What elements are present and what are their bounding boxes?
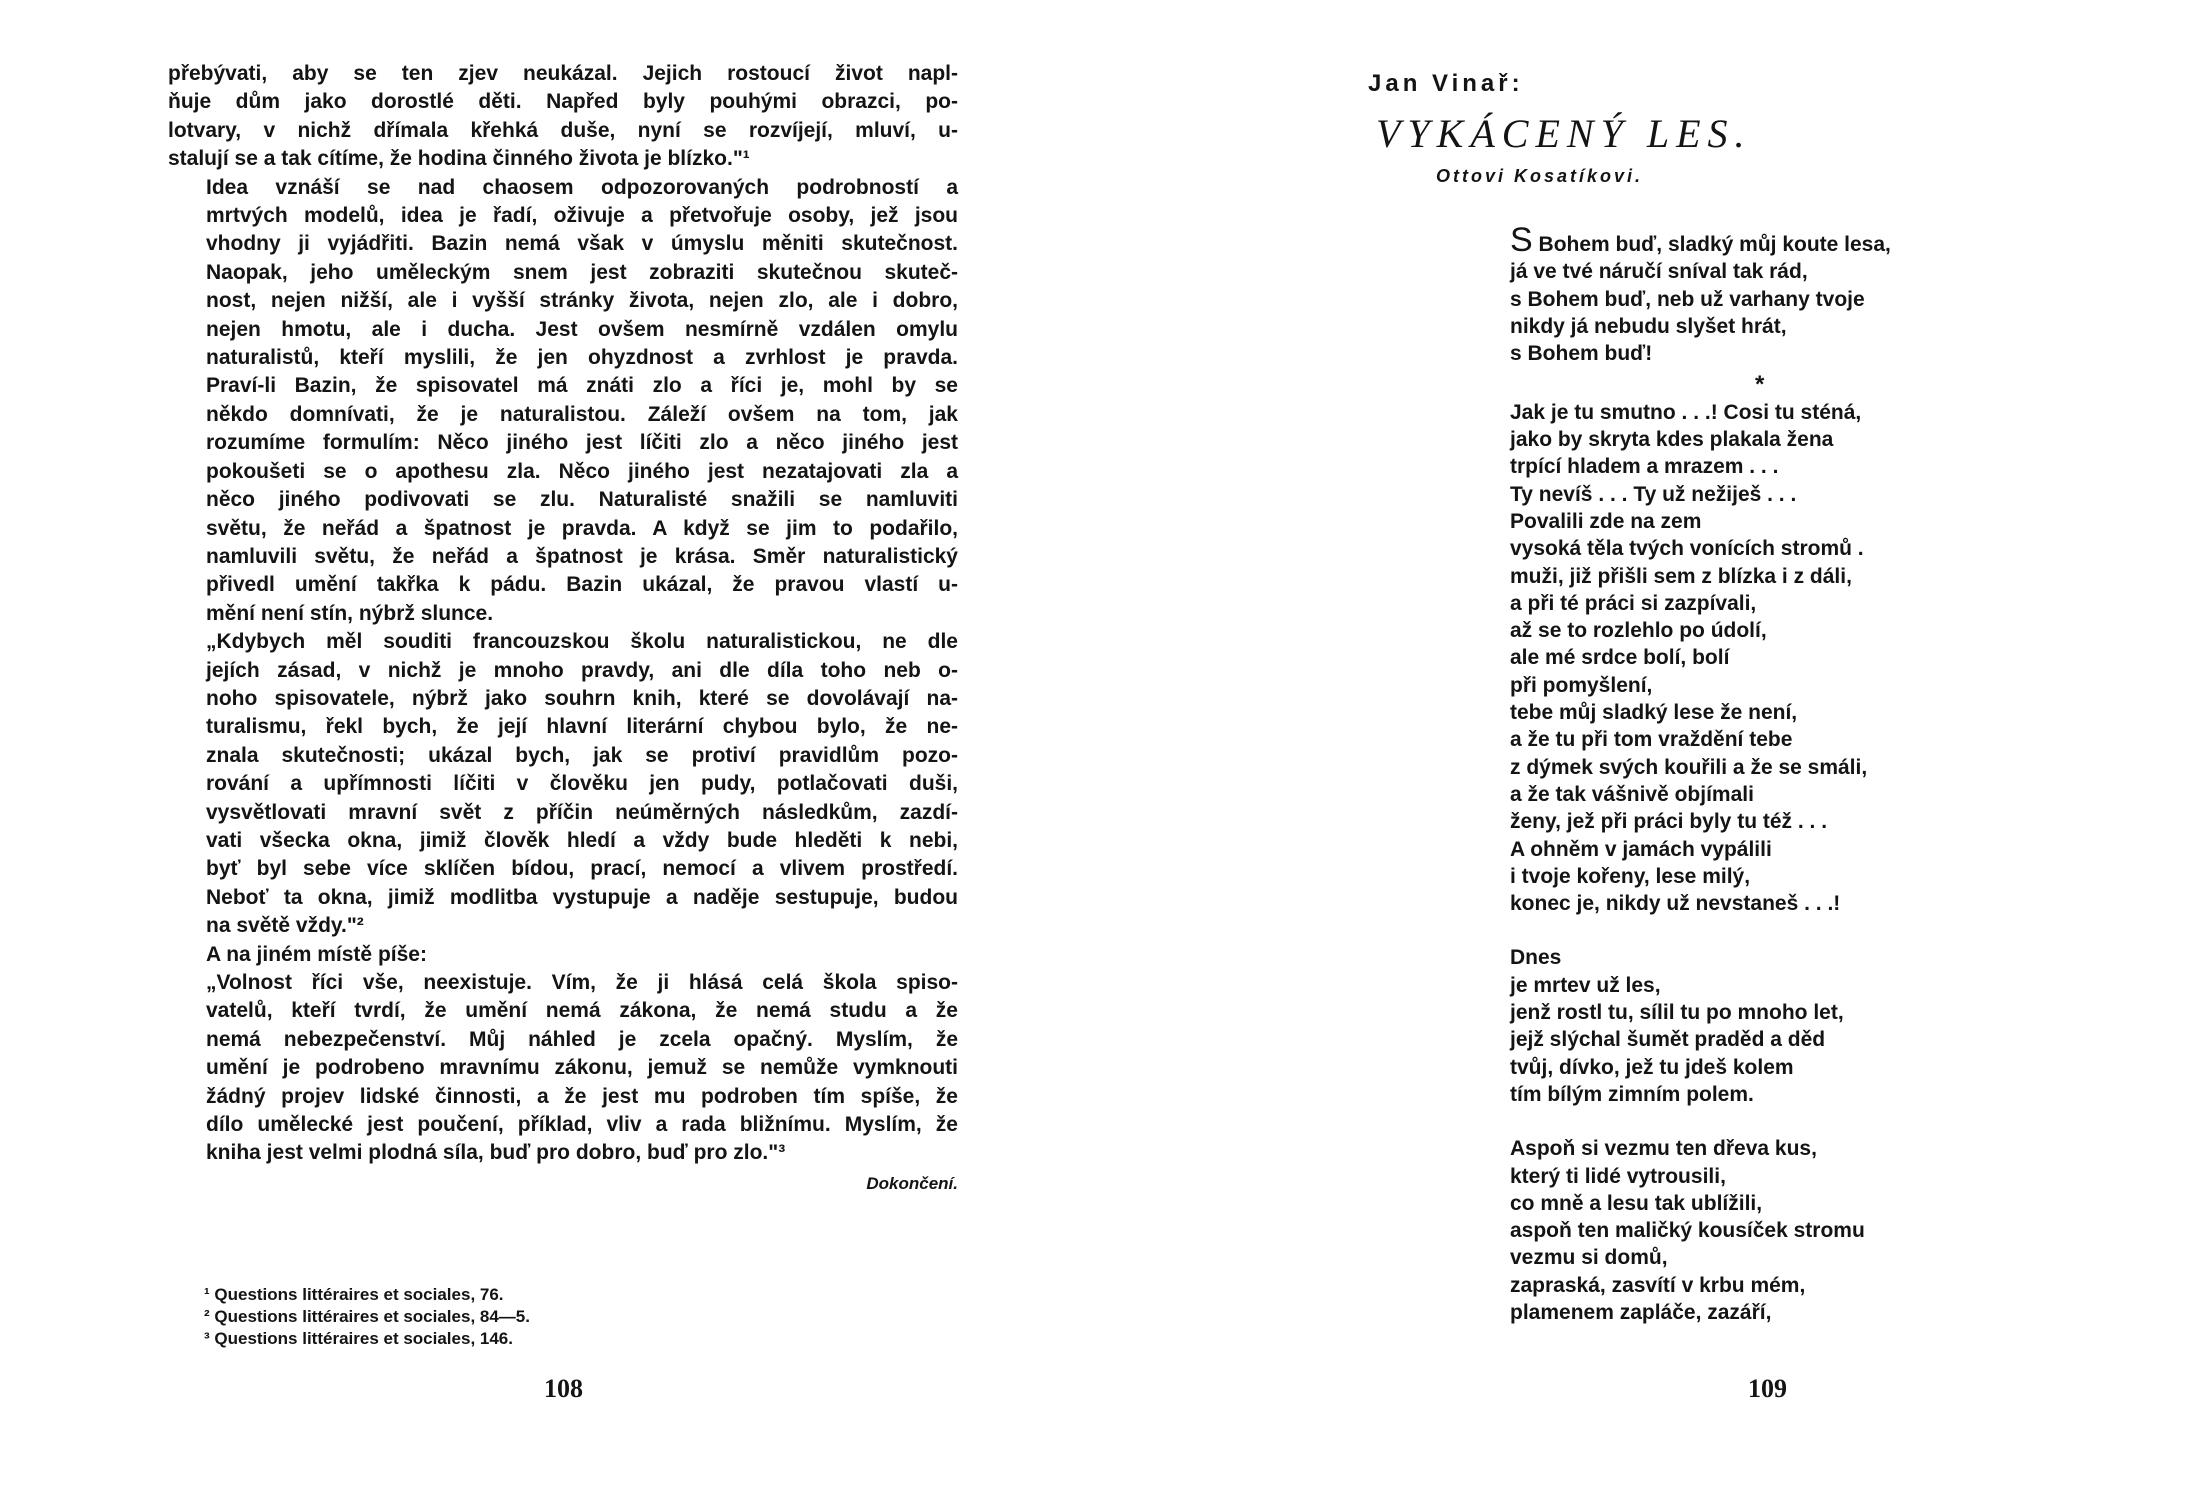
text-line: Neboť ta okna, jimiž modlitba vystupuje a naděje sestupuje, budou bbox=[206, 885, 958, 909]
poem-line: a že tak vášnivě objímali bbox=[1510, 782, 1754, 806]
text-line: světu, že neřád a špatnost je pravda. A když se jim to podařilo, bbox=[206, 516, 958, 540]
text-line: „Kdybych měl souditi francouzskou školu naturalistickou, ne dle bbox=[206, 630, 958, 654]
text-line: vatelů, kteří tvrdí, že umění nemá zákona, že nemá studu a že bbox=[206, 999, 958, 1023]
footnote: ² Questions littéraires et sociales, 84—5. bbox=[204, 1307, 530, 1326]
right-page bbox=[1106, 0, 2212, 1500]
paragraph bbox=[168, 174, 958, 629]
poem-line: konec je, nikdy už nevstaneš . . .! bbox=[1510, 892, 1841, 916]
poem-line: jako by skryta kdes plakala žena bbox=[1510, 428, 1834, 452]
poem-body bbox=[1510, 221, 1891, 1326]
poem-line: až se to rozlehlo po údolí, bbox=[1510, 619, 1767, 643]
text-line: Naopak, jeho uměleckým snem jest zobraziti skutečnou skuteč- bbox=[206, 260, 958, 284]
poem-line: Dnes bbox=[1510, 946, 1562, 970]
text-line: turalismu, řekl bych, že její hlavní literární chybou bylo, že ne- bbox=[206, 715, 958, 739]
poem-line: tvůj, dívko, jež tu jdeš kolem bbox=[1510, 1055, 1794, 1079]
poem-line: muži, již přišli sem z blízka i z dáli, bbox=[1510, 564, 1852, 588]
poem-line: zapraská, zasvítí v krbu mém, bbox=[1510, 1273, 1806, 1297]
stanza-gap bbox=[1510, 1108, 1891, 1135]
text-line: vysvětlovati mravní svět z příčin neúměrných následkům, zazdí- bbox=[206, 800, 958, 824]
poem-line: vysoká těla tvých vonících stromů . bbox=[1510, 537, 1864, 561]
text-line: dílo umělecké jest poučení, příklad, vliv a rada bližnímu. Myslím, že bbox=[206, 1113, 958, 1137]
text-line: mrtvých modelů, idea je řadí, oživuje a přetvořuje osoby, jež jsou bbox=[206, 204, 958, 228]
footnote: ³ Questions littéraires et sociales, 146. bbox=[204, 1329, 513, 1348]
poem-author: Jan Vinař: bbox=[1368, 70, 1524, 97]
text-line: vhodny ji vyjádřiti. Bazin nemá však v úmyslu měniti skutečnost. bbox=[206, 232, 958, 256]
text-line: byť byl sebe více sklíčen bídou, prací, nemocí a vlivem prostředí. bbox=[206, 857, 958, 881]
text-line: na světě vždy."² bbox=[206, 914, 364, 938]
poem-line: který ti lidé vytrousili, bbox=[1510, 1164, 1726, 1188]
text-line: nost, nejen nižší, ale i vyšší stránky života, nejen zlo, ale i dobro, bbox=[206, 289, 958, 313]
article-signature: Dokončení. bbox=[866, 1173, 958, 1193]
poem-line: jenž rostl tu, sílil tu po mnoho let, bbox=[1510, 1001, 1844, 1025]
poem-line: co mně a lesu tak ublížili, bbox=[1510, 1191, 1763, 1215]
poem-line: ale mé srdce bolí, bolí bbox=[1510, 646, 1730, 670]
text-line: jejích zásad, v nichž je mnoho pravdy, ani dle díla toho neb o- bbox=[206, 658, 958, 682]
poem-line: Jak je tu smutno . . .! Cosi tu sténá, bbox=[1510, 400, 1862, 424]
text-line: A na jiném místě píše: bbox=[206, 942, 427, 966]
text-line: noho spisovatele, nýbrž jako souhrn knih, které se dovolávají na- bbox=[206, 686, 958, 710]
text-line: vati všecka okna, jimiž člověk hledí a vždy bude hleděti k nebi, bbox=[206, 828, 958, 852]
text-line: mění není stín, nýbrž slunce. bbox=[206, 601, 494, 625]
poem-line: vezmu si domů, bbox=[1510, 1246, 1668, 1270]
text-line: přebývati, aby se ten zjev neukázal. Jejich rostoucí život napl- bbox=[168, 62, 958, 85]
poem-line: tebe můj sladký lese že není, bbox=[1510, 701, 1798, 725]
poem-line: jejž slýchal šumět praděd a děd bbox=[1510, 1028, 1826, 1052]
poem-line: s Bohem buď! bbox=[1510, 342, 1653, 366]
poem-line: aspoň ten maličký kousíček stromu bbox=[1510, 1219, 1865, 1243]
poem-line: a že tu při tom vraždění tebe bbox=[1510, 728, 1793, 752]
paragraph bbox=[168, 969, 958, 1168]
poem-line: trpící hladem a mrazem . . . bbox=[1510, 455, 1779, 479]
text-line: naturalistů, kteří myslili, že jen ohyzdnost a zvrhlost je pravda. bbox=[206, 346, 958, 370]
poem-line: a při té práci si zazpívali, bbox=[1510, 591, 1757, 615]
text-line: namluvili světu, že neřád a špatnost je krása. Směr naturalistický bbox=[206, 544, 958, 568]
text-line: Idea vznáší se nad chaosem odpozorovaných podrobností a bbox=[206, 175, 958, 199]
text-line: přivedl umění takřka k pádu. Bazin ukázal, že pravou vlastí u- bbox=[206, 573, 958, 597]
text-line: pokoušeti se o apothesu zla. Něco jiného jest nezatajovati zla a bbox=[206, 459, 958, 483]
stanza-separator: * bbox=[1755, 371, 1765, 399]
paragraph bbox=[168, 60, 958, 174]
text-line: někdo domnívati, že je naturalistou. Záleží ovšem na tom, jak bbox=[206, 402, 958, 426]
text-line: něco jiného podivovati se zlu. Naturalisté snažili se namluviti bbox=[206, 488, 958, 512]
text-line: umění je podrobeno mravnímu zákonu, jemuž se nemůže vymknouti bbox=[206, 1056, 958, 1080]
footnote: ¹ Questions littéraires et sociales, 76. bbox=[204, 1285, 504, 1304]
text-line: nemá nebezpečenství. Můj náhled je zcela opačný. Myslím, že bbox=[206, 1027, 958, 1051]
poem-line: při pomyšlení, bbox=[1510, 673, 1653, 697]
poem-line: Povalili zde na zem bbox=[1510, 509, 1702, 533]
text-line: ňuje dům jako dorostlé děti. Napřed byly pouhými obrazci, po- bbox=[168, 90, 958, 114]
text-line: „Volnost říci vše, neexistuje. Vím, že ji hlásá celá škola spiso- bbox=[206, 971, 958, 994]
text-line: kniha jest velmi plodná síla, buď pro dobro, buď pro zlo."³ bbox=[206, 1141, 786, 1165]
text-line: rování a upřímnosti líčiti v člověku jen pudy, potlačovati duši, bbox=[206, 772, 958, 796]
poem-line: ženy, jež při práci byly tu též . . . bbox=[1510, 810, 1828, 834]
text-line: Praví-li Bazin, že spisovatel má znáti zlo a říci je, mohl by se bbox=[206, 374, 958, 398]
text-line: znala skutečnosti; ukázal bych, jak se protiví pravidlům pozo- bbox=[206, 743, 958, 767]
poem-dedication: Ottovi Kosatíkovi. bbox=[1436, 166, 1644, 186]
footnotes bbox=[204, 1284, 530, 1350]
page-number-left: 108 bbox=[544, 1374, 583, 1403]
poem-title: VYKÁCENÝ LES. bbox=[1376, 111, 1752, 156]
poem-line: je mrtev už les, bbox=[1510, 973, 1661, 997]
text-line: žádný projev lidské činnosti, a že jest mu podroben tím spíše, že bbox=[206, 1084, 958, 1108]
paragraph bbox=[168, 941, 958, 969]
poem-line bbox=[1510, 221, 1891, 259]
poem-line: nikdy já nebudu slyšet hrát, bbox=[1510, 314, 1787, 338]
poem-line: Ty nevíš . . . Ty už nežiješ . . . bbox=[1510, 482, 1797, 506]
stanza-gap bbox=[1510, 917, 1891, 944]
poem-line: s Bohem buď, neb už varhany tvoje bbox=[1510, 287, 1865, 311]
drop-cap: S bbox=[1510, 221, 1533, 259]
article-text bbox=[168, 60, 958, 1198]
poem-line: A ohněm v jamách vypálili bbox=[1510, 837, 1772, 861]
text-line: rozumíme formulím: Něco jiného jest líčiti zlo a něco jiného jest bbox=[206, 431, 958, 455]
page-number-right: 109 bbox=[1748, 1374, 1787, 1403]
text-line: nejen hmotu, ale i ducha. Jest ovšem nesmírně vzdálen omylu bbox=[206, 317, 958, 341]
poem-line-rest: Bohem buď, sladký můj koute lesa, bbox=[1532, 233, 1891, 256]
text-line: stalují se a tak cítíme, že hodina činného života je blízko."¹ bbox=[168, 147, 750, 171]
poem-line: i tvoje kořeny, lese milý, bbox=[1510, 864, 1751, 888]
paragraph bbox=[168, 628, 958, 940]
poem-line: plamenem zapláče, zazáří, bbox=[1510, 1300, 1772, 1324]
poem-line: tím bílým zimním polem. bbox=[1510, 1082, 1754, 1106]
poem-line: z dýmek svých kouřili a že se smáli, bbox=[1510, 755, 1868, 779]
poem-line: já ve tvé náručí sníval tak rád, bbox=[1510, 260, 1808, 284]
text-line: lotvary, v nichž dřímala křehká duše, nyní se rozvíjejí, mluví, u- bbox=[168, 118, 958, 142]
poem-line: Aspoň si vezmu ten dřeva kus, bbox=[1510, 1137, 1817, 1161]
